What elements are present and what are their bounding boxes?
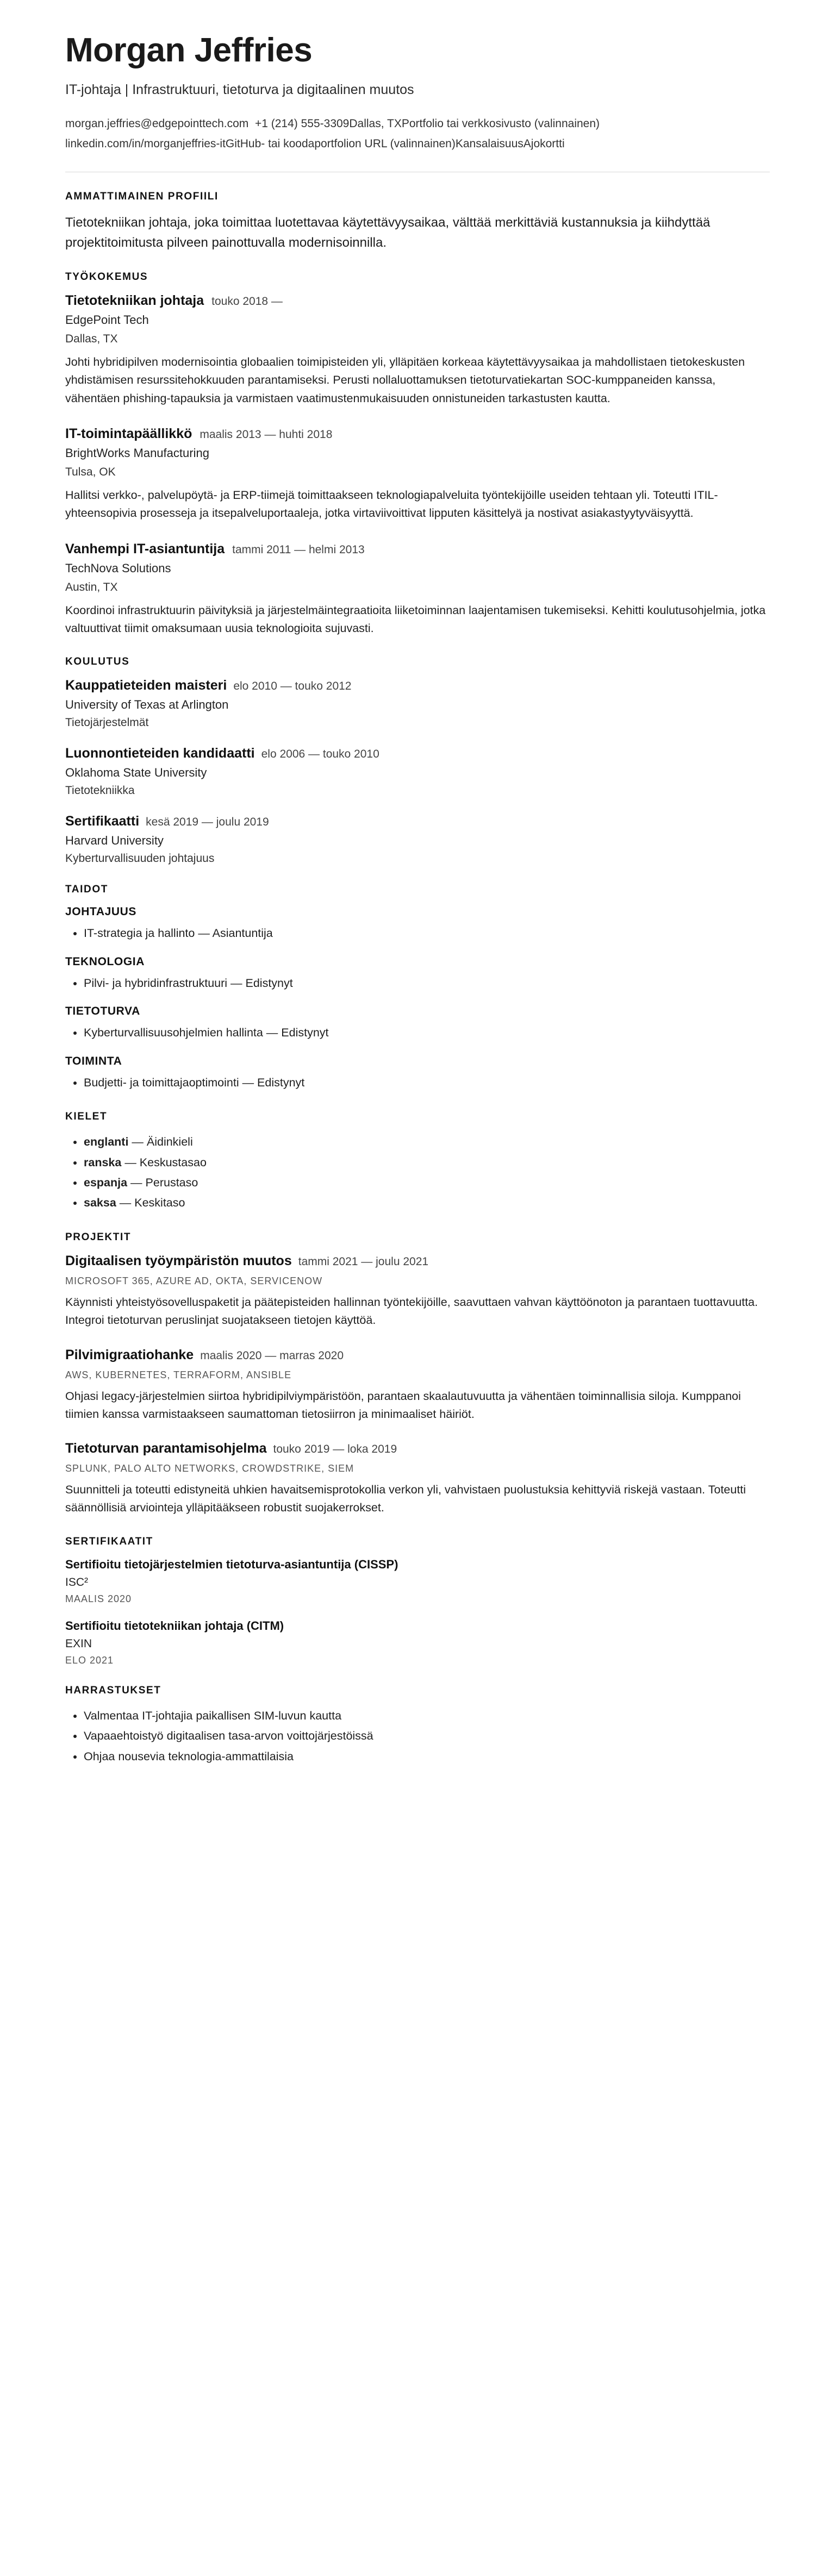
linkedin-text: linkedin.com/in/morganjeffries-it [65,137,226,150]
education-field: Kyberturvallisuuden johtajuus [65,852,215,865]
section-projects [65,1231,770,1517]
experience-entry [65,426,770,523]
language-item: • englanti — Äidinkieli [84,1133,770,1152]
section-languages [65,1111,770,1213]
license-text: Ajokortti [523,137,565,150]
project-entry [65,1253,770,1330]
interest-item: • Vapaaehtoistyö digitaalisen tasa-arvon voittojärjestöissä [84,1727,770,1746]
experience-description: Johti hybridipilven modernisointia globaalien toimipisteiden yli, ylläpitäen korkeaa käytettävyysaikaa ja mahdollistaen tietokeskusten yhdistämisen resurssitehokkuuden parantamiseksi. Perusti nollaluottamuksen tietoturvatiekartan SOC-kumppaneiden kanssa, vähentäen phishing-tapauksia ja varmistaen vaatimustenmukaisuuden onnistuneiden tarkastusten kautta. [65,355,745,405]
section-title-summary: AMMATTIMAINEN PROFIILI [65,190,219,202]
contact-sep [248,117,255,130]
project-dates: touko 2019 — loka 2019 [273,1443,397,1456]
section-title-experience: TYÖKOKEMUS [65,271,148,283]
certification-entry [65,1619,770,1666]
project-technologies: AWS, KUBERNETES, TERRAFORM, ANSIBLE [65,1369,292,1380]
skill-category: TIETOTURVA [65,1005,140,1018]
experience-title: IT-toimintapäällikkö [65,426,192,441]
skill-group [65,1005,770,1042]
email-text: morgan.jeffries@edgepointtech.com [65,117,249,130]
certification-name: Sertifioitu tietotekniikan johtaja (CITM) [65,1618,284,1633]
experience-title: Tietotekniikan johtaja [65,292,204,308]
skill-group [65,1055,770,1092]
education-entry [65,814,770,865]
education-field: Tietotekniikka [65,784,135,797]
section-education [65,656,770,865]
certification-issuer: ISC² [65,1575,88,1589]
experience-location: Austin, TX [65,580,118,593]
summary-text: Tietotekniikan johtaja, joka toimittaa luotettavaa käytettävyysaikaa, välttää merkittäviä kustannuksia ja kiihdyttää projektitoimitusta pilveen painottuvalla modernisoinnilla. [65,215,711,250]
language-level: Äidinkieli [146,1135,193,1149]
language-name: saksa [84,1196,116,1210]
project-description: Suunnitteli ja toteutti edistyneitä uhkien havaitsemisprotokollia verkon yli, vahvistaen puolustuksia kehittyviä riskejä vastaan. Toteutti säännöllisiä arviointeja ylläpitääkseen robustit suojakerrokset. [65,1483,746,1515]
experience-organization: TechNova Solutions [65,561,171,575]
education-dates: elo 2006 — touko 2010 [261,748,379,761]
section-interests [65,1685,770,1766]
skill-group [65,905,770,943]
section-title-certifications: SERTIFIKAATIT [65,1535,153,1547]
section-title-interests: HARRASTUKSET [65,1684,161,1696]
experience-dates: tammi 2011 — helmi 2013 [232,543,365,556]
skill-list [65,1023,770,1042]
certification-issuer: EXIN [65,1637,92,1650]
experience-title: Vanhempi IT-asiantuntija [65,541,225,557]
resume-header [65,33,770,172]
experience-entry [65,541,770,638]
experience-dates: touko 2018 — [211,295,283,308]
skill-list [65,974,770,993]
education-degree: Luonnontieteiden kandidaatti [65,746,255,761]
section-experience [65,271,770,637]
project-name: Tietoturvan parantamisohjelma [65,1441,267,1456]
section-title-languages: KIELET [65,1111,108,1123]
project-entry [65,1441,770,1517]
section-skills [65,884,770,1092]
project-dates: tammi 2021 — joulu 2021 [298,1255,429,1268]
education-school: University of Texas at Arlington [65,698,229,712]
language-name: ranska [84,1155,122,1169]
project-name: Pilvimigraatiohanke [65,1347,194,1362]
phone-text: +1 (214) 555-3309 [254,117,350,130]
candidate-name: Morgan Jeffries [65,32,313,69]
skill-item: • IT-strategia ja hallinto — Asiantuntija [84,924,770,943]
project-name: Digitaalisen työympäristön muutos [65,1253,292,1268]
project-dates: maalis 2020 — marras 2020 [200,1349,344,1362]
experience-dates: maalis 2013 — huhti 2018 [200,428,333,441]
interest-item: • Valmentaa IT-johtajia paikallisen SIM-luvun kautta [84,1706,770,1725]
project-description: Käynnisti yhteistyösovelluspaketit ja päätepisteiden hallinnan työntekijöille, saavuttaen vahvan käyttöönoton ja parantaen tuottavuutta. Integroi tietoturvan peruslinjat suojatakseen tietojen käyttöä. [65,1295,758,1327]
education-degree: Kauppatieteiden maisteri [65,678,227,693]
language-item: • saksa — Keskitaso [84,1193,770,1212]
section-certifications [65,1536,770,1666]
candidate-headline: IT-johtaja | Infrastruktuuri, tietoturva ja digitaalinen muutos [65,82,414,98]
portfolio-note-text: Portfolio tai verkkosivusto (valinnainen) [401,117,600,130]
skill-group [65,955,770,993]
skill-item: • Kyberturvallisuusohjelmien hallinta — Edistynyt [84,1023,770,1042]
education-entry [65,746,770,797]
experience-organization: BrightWorks Manufacturing [65,446,209,460]
experience-description: Koordinoi infrastruktuurin päivityksiä ja järjestelmäintegraatioita liiketoiminnan laajentamisen tukemiseksi. Kehitti koulutusohjelmia, jotka valtuuttivat tiimit omaksumaan uusia teknologioita sujuvasti. [65,603,766,635]
contact-row-primary [65,114,770,134]
github-note-text: GitHub- tai koodaportfolion URL (valinnainen) [225,137,456,150]
education-dates: elo 2010 — touko 2012 [233,680,352,693]
certification-name: Sertifioitu tietojärjestelmien tietoturva-asiantuntija (CISSP) [65,1557,398,1571]
education-school: Harvard University [65,834,164,848]
language-level: Perustaso [145,1176,198,1189]
language-name: englanti [84,1135,129,1149]
education-field: Tietojärjestelmät [65,716,149,729]
experience-location: Dallas, TX [65,332,118,345]
certification-date: ELO 2021 [65,1654,114,1666]
skill-item: • Pilvi- ja hybridinfrastruktuuri — Edistynyt [84,974,770,993]
education-entry [65,678,770,729]
skill-category: JOHTAJUUS [65,905,137,918]
section-title-projects: PROJEKTIT [65,1231,132,1243]
skill-item: • Budjetti- ja toimittajaoptimointi — Edistynyt [84,1073,770,1092]
certification-entry [65,1558,770,1605]
project-description: Ohjasi legacy-järjestelmien siirtoa hybridipilviympäristöön, parantaen skaalautuvuutta ja vähentäen toiminnallisia siloja. Kumppanoi tiimien kanssa varmistaakseen saumattoman tietosiirron ja minimaaliset häiriöt. [65,1389,741,1421]
education-dates: kesä 2019 — joulu 2019 [146,816,269,829]
language-list [65,1133,770,1213]
skill-list [65,924,770,943]
experience-description: Hallitsi verkko-, palvelupöytä- ja ERP-tiimejä toimittaakseen teknologiapalveluita työntekijöille useiden tehtaan yli. Toteutti ITIL-yhteensopivia prosesseja ja itsepalveluportaaleja, jotka virtaviivoittivat lipputen käsittelyä ja nostivat asiakastyytyväisyyttä. [65,488,718,520]
section-title-skills: TAIDOT [65,884,108,896]
project-technologies: MICROSOFT 365, AZURE AD, OKTA, SERVICENOW [65,1275,323,1286]
project-entry [65,1347,770,1424]
interest-list [65,1706,770,1766]
skill-list [65,1073,770,1092]
experience-entry [65,293,770,408]
certification-date: MAALIS 2020 [65,1593,132,1604]
education-school: Oklahoma State University [65,766,207,780]
skill-category: TEKNOLOGIA [65,955,145,968]
skill-category: TOIMINTA [65,1054,122,1067]
contact-row-secondary [65,134,770,154]
experience-organization: EdgePoint Tech [65,312,149,327]
location-text: Dallas, TX [349,117,402,130]
nationality-text: Kansalaisuus [455,137,524,150]
language-item: • espanja — Perustaso [84,1173,770,1192]
language-item: • ranska — Keskustasao [84,1153,770,1172]
project-technologies: SPLUNK, PALO ALTO NETWORKS, CROWDSTRIKE, SIEM [65,1463,354,1474]
interest-item: • Ohjaa nousevia teknologia-ammattilaisia [84,1747,770,1766]
experience-location: Tulsa, OK [65,465,116,478]
language-name: espanja [84,1176,128,1189]
section-title-education: KOULUTUS [65,656,130,668]
language-level: Keskustasao [139,1155,207,1169]
section-summary [65,191,770,253]
language-level: Keskitaso [134,1196,185,1210]
education-degree: Sertifikaatti [65,814,140,829]
